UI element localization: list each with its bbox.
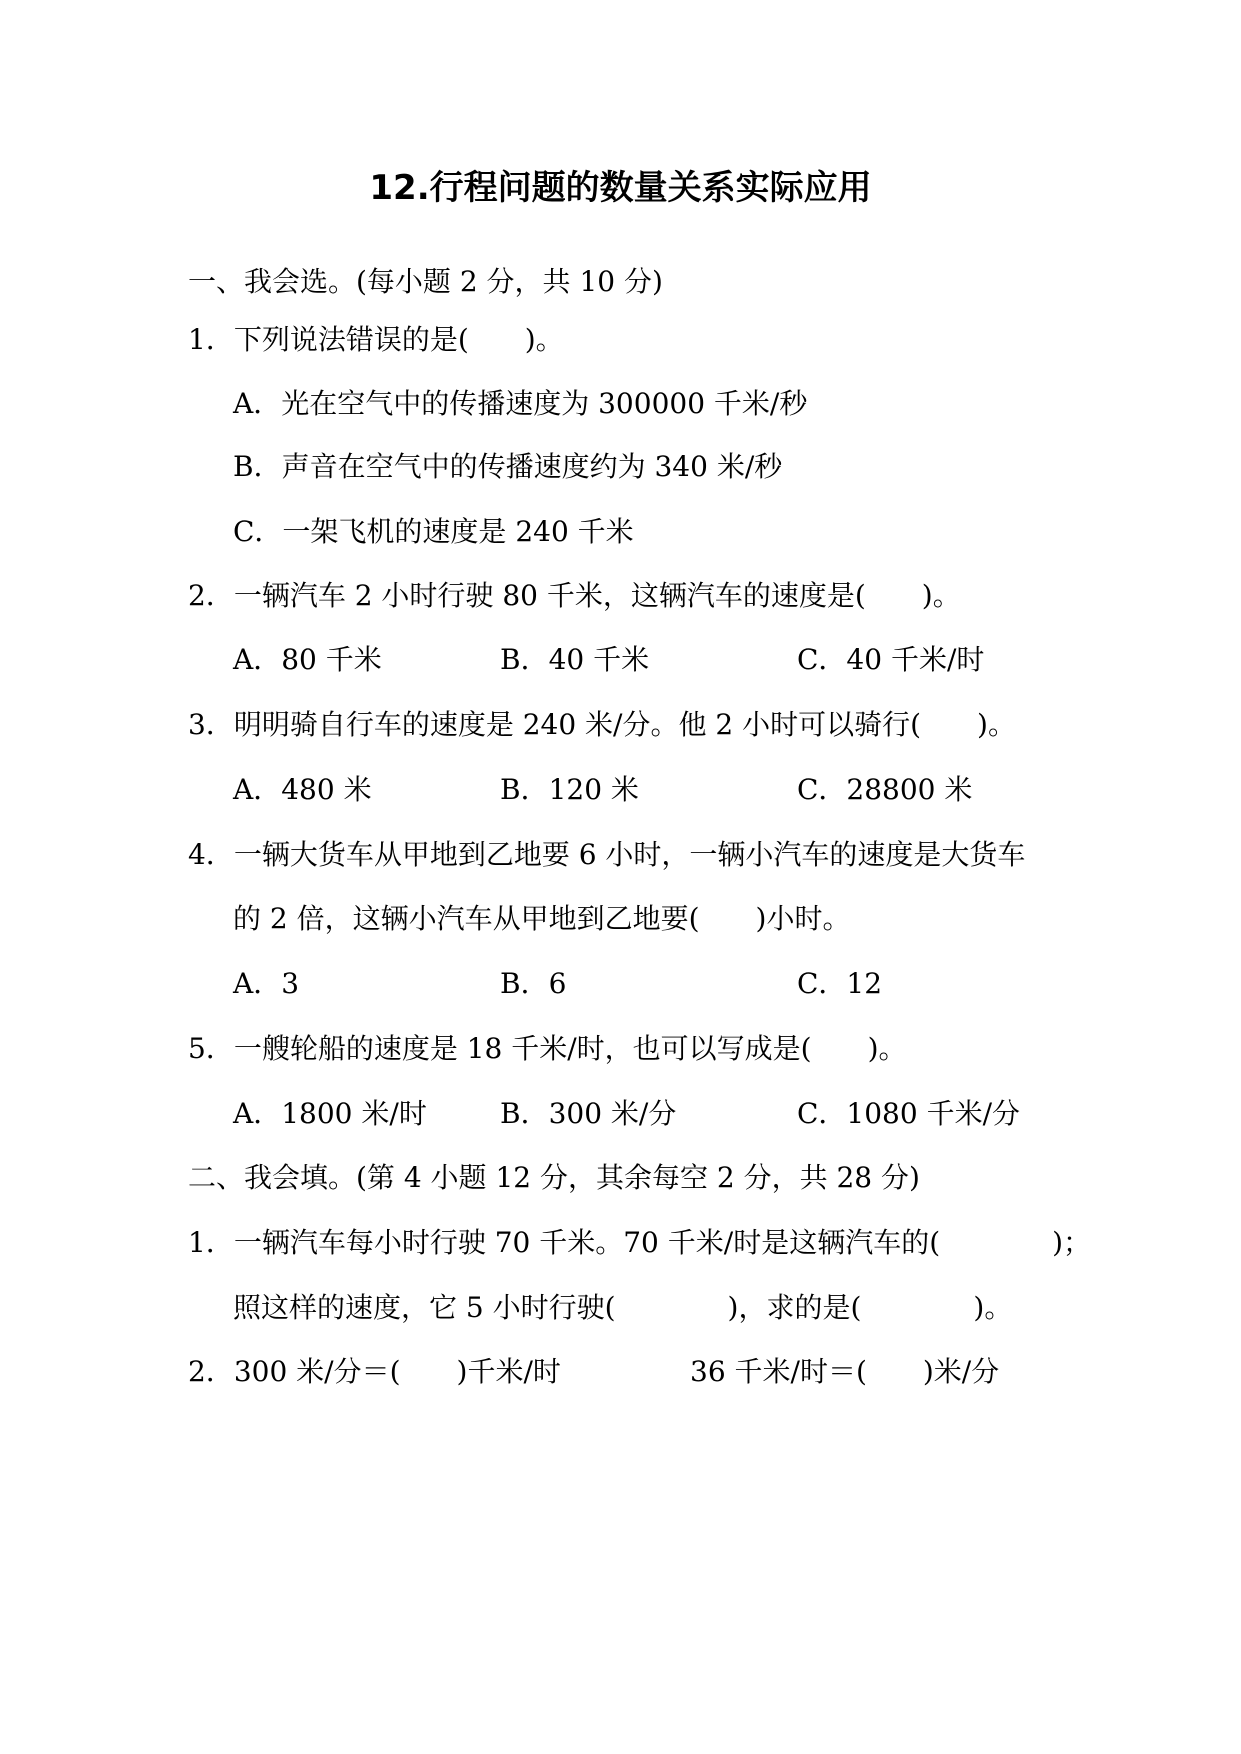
q4-option-c: C．12: [797, 967, 883, 1000]
q5-option-c: C．1080 千米/分: [797, 1097, 1021, 1130]
q2-option-b: B．40 千米: [500, 643, 650, 676]
q1-stem: 1．下列说法错误的是( )。: [188, 323, 564, 356]
q1-option-a: A．光在空气中的传播速度为 300000 千米/秒: [233, 387, 808, 420]
q3-option-b: B．120 米: [500, 773, 639, 806]
q2-option-a: A．80 千米: [233, 643, 382, 676]
q5-option-a: A．1800 米/时: [233, 1097, 427, 1130]
q4-option-b: B．6: [500, 967, 567, 1000]
fill-q1-line2: 照这样的速度，它 5 小时行驶( )，求的是( )。: [233, 1291, 1013, 1324]
fill-q1-line1: 1．一辆汽车每小时行驶 70 千米。70 千米/时是这辆汽车的( )；: [188, 1226, 1092, 1259]
q4-option-a: A．3: [233, 967, 300, 1000]
q3-option-c: C．28800 米: [797, 773, 973, 806]
section1-header: 一、我会选。(每小题 2 分，共 10 分): [188, 265, 663, 298]
fill-q2-part2: 36 千米/时＝( )米/分: [690, 1355, 1000, 1388]
page-title: 12.行程问题的数量关系实际应用: [369, 168, 872, 208]
q3-option-a: A．480 米: [233, 773, 372, 806]
q3-stem: 3．明明骑自行车的速度是 240 米/分。他 2 小时可以骑行( )。: [188, 708, 1016, 741]
q5-option-b: B．300 米/分: [500, 1097, 677, 1130]
section2-header: 二、我会填。(第 4 小题 12 分，其余每空 2 分，共 28 分): [188, 1161, 920, 1194]
q5-stem: 5．一艘轮船的速度是 18 千米/时，也可以写成是( )。: [188, 1032, 907, 1065]
q1-option-c: C．一架飞机的速度是 240 千米: [233, 515, 634, 548]
fill-q2-part1: 2．300 米/分＝( )千米/时: [188, 1355, 561, 1388]
q4-stem-line1: 4．一辆大货车从甲地到乙地要 6 小时，一辆小汽车的速度是大货车: [188, 838, 1026, 871]
q2-stem: 2．一辆汽车 2 小时行驶 80 千米，这辆汽车的速度是( )。: [188, 579, 961, 612]
q1-option-b: B．声音在空气中的传播速度约为 340 米/秒: [233, 450, 783, 483]
q4-stem-line2: 的 2 倍，这辆小汽车从甲地到乙地要( )小时。: [233, 902, 851, 935]
q2-option-c: C．40 千米/时: [797, 643, 985, 676]
